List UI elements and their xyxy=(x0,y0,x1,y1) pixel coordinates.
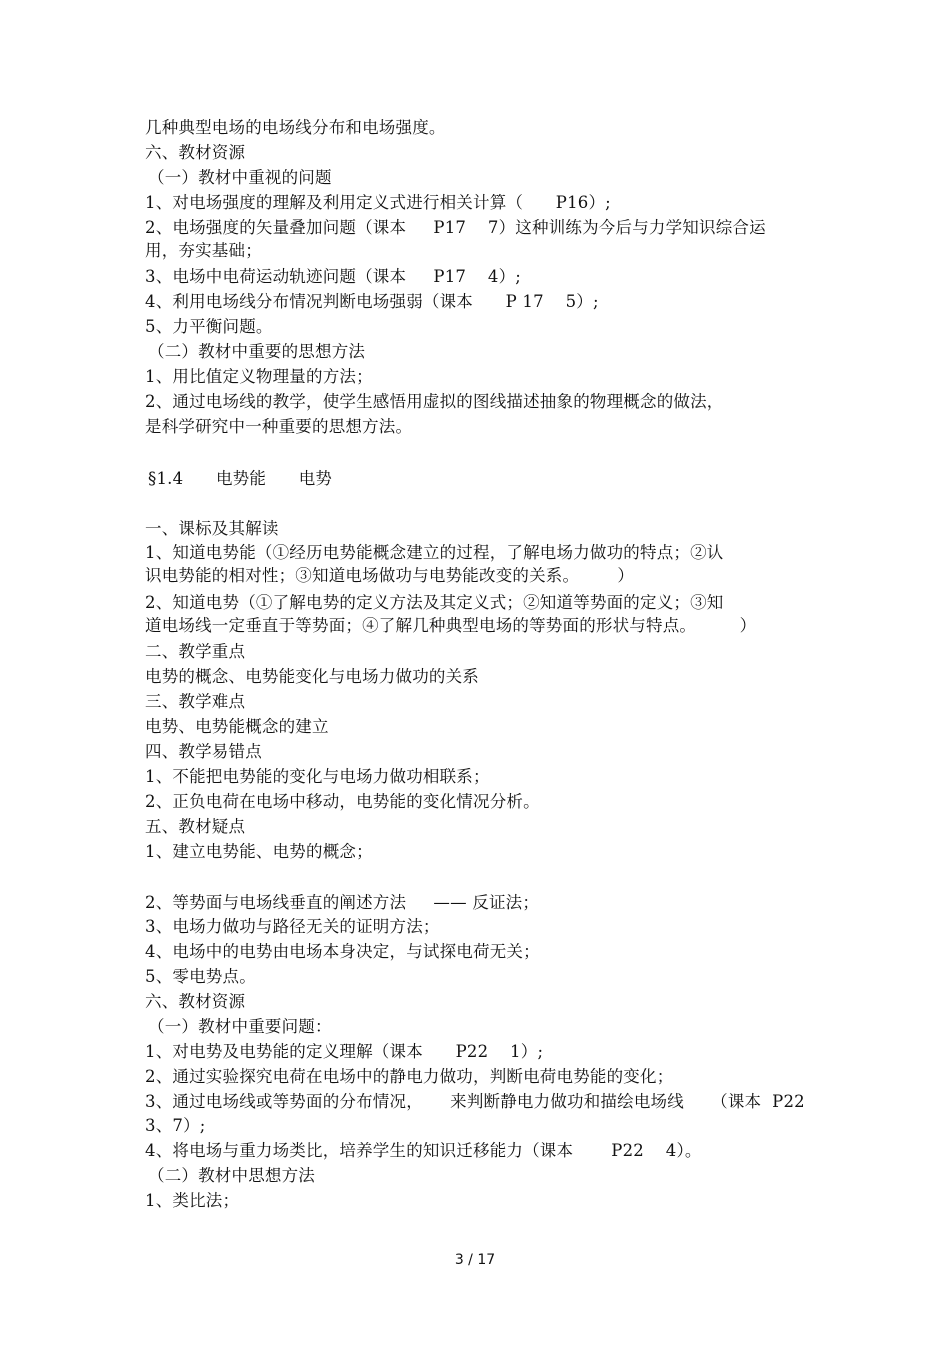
list-item: 1、建立电势能、电势的概念； xyxy=(145,842,373,861)
list-item: 2、等势面与电场线垂直的阐述方法 —— 反证法； xyxy=(145,893,540,912)
text-line: 是科学研究中一种重要的思想方法。 xyxy=(145,417,413,436)
list-item: 3、通过电场线或等势面的分布情况， 来判断静电力做功和描绘电场线 （课本 P22 xyxy=(145,1092,805,1111)
list-item: 4、电场中的电势由电场本身决定，与试探电荷无关； xyxy=(145,942,540,961)
list-item: 3、电场力做功与路径无关的证明方法； xyxy=(145,917,440,936)
list-item: 2、电场强度的矢量叠加问题（课本 P17 7）这种训练为今后与力学知识综合运 xyxy=(145,218,766,237)
list-item: 4、利用电场线分布情况判断电场强弱（课本 P 17 5）; xyxy=(145,292,599,311)
list-item: 2、正负电荷在电场中移动，电势能的变化情况分析。 xyxy=(145,792,540,811)
subsection-heading: （二）教材中重要的思想方法 xyxy=(148,342,366,361)
section-heading: 四、教学易错点 xyxy=(145,742,262,761)
section-heading: 六、教材资源 xyxy=(145,143,246,162)
text-line: 用，夯实基础； xyxy=(145,241,262,260)
list-item: 1、对电势及电势能的定义理解（课本 P22 1）; xyxy=(145,1042,544,1061)
text-line: 电势、电势能概念的建立 xyxy=(145,717,329,736)
subsection-heading: （一）教材中重要问题： xyxy=(148,1017,332,1036)
list-item: 5、零电势点。 xyxy=(145,967,256,986)
list-item: 4、将电场与重力场类比，培养学生的知识迁移能力（课本 P22 4）。 xyxy=(145,1141,702,1160)
text-line: 几种典型电场的电场线分布和电场强度。 xyxy=(145,118,446,137)
text-line: 道电场线一定垂直于等势面；④了解几种典型电场的等势面的形状与特点。 ） xyxy=(145,616,757,635)
list-item: 2、知道电势（①了解电势的定义方法及其定义式；②知道等势面的定义；③知 xyxy=(145,593,724,612)
chapter-heading: §1.4 电势能 电势 xyxy=(148,469,333,488)
list-item: 1、不能把电势能的变化与电场力做功相联系； xyxy=(145,767,490,786)
list-item: 1、知道电势能（①经历电势能概念建立的过程，了解电场力做功的特点；②认 xyxy=(145,543,724,562)
list-item: 1、用比值定义物理量的方法； xyxy=(145,367,373,386)
list-item: 3、电场中电荷运动轨迹问题（课本 P17 4）; xyxy=(145,267,522,286)
list-item: 5、力平衡问题。 xyxy=(145,317,273,336)
list-item: 1、类比法； xyxy=(145,1191,240,1210)
section-heading: 二、教学重点 xyxy=(145,642,246,661)
page-number: 3 / 17 xyxy=(454,1252,496,1268)
text-line: 3、7）; xyxy=(145,1116,206,1135)
text-line: 电势的概念、电势能变化与电场力做功的关系 xyxy=(145,667,479,686)
section-heading: 五、教材疑点 xyxy=(145,817,246,836)
section-heading: 一、课标及其解读 xyxy=(145,519,279,538)
section-heading: 三、教学难点 xyxy=(145,692,246,711)
section-heading: 六、教材资源 xyxy=(145,992,246,1011)
list-item: 1、对电场强度的理解及利用定义式进行相关计算（ P16）; xyxy=(145,193,611,212)
subsection-heading: （一）教材中重视的问题 xyxy=(148,168,332,187)
text-line: 识电势能的相对性；③知道电场做功与电势能改变的关系。 ） xyxy=(145,566,635,585)
list-item: 2、通过实验探究电荷在电场中的静电力做功，判断电荷电势能的变化； xyxy=(145,1067,674,1086)
subsection-heading: （二）教材中思想方法 xyxy=(148,1166,315,1185)
list-item: 2、通过电场线的教学，使学生感悟用虚拟的图线描述抽象的物理概念的做法， xyxy=(145,392,724,411)
